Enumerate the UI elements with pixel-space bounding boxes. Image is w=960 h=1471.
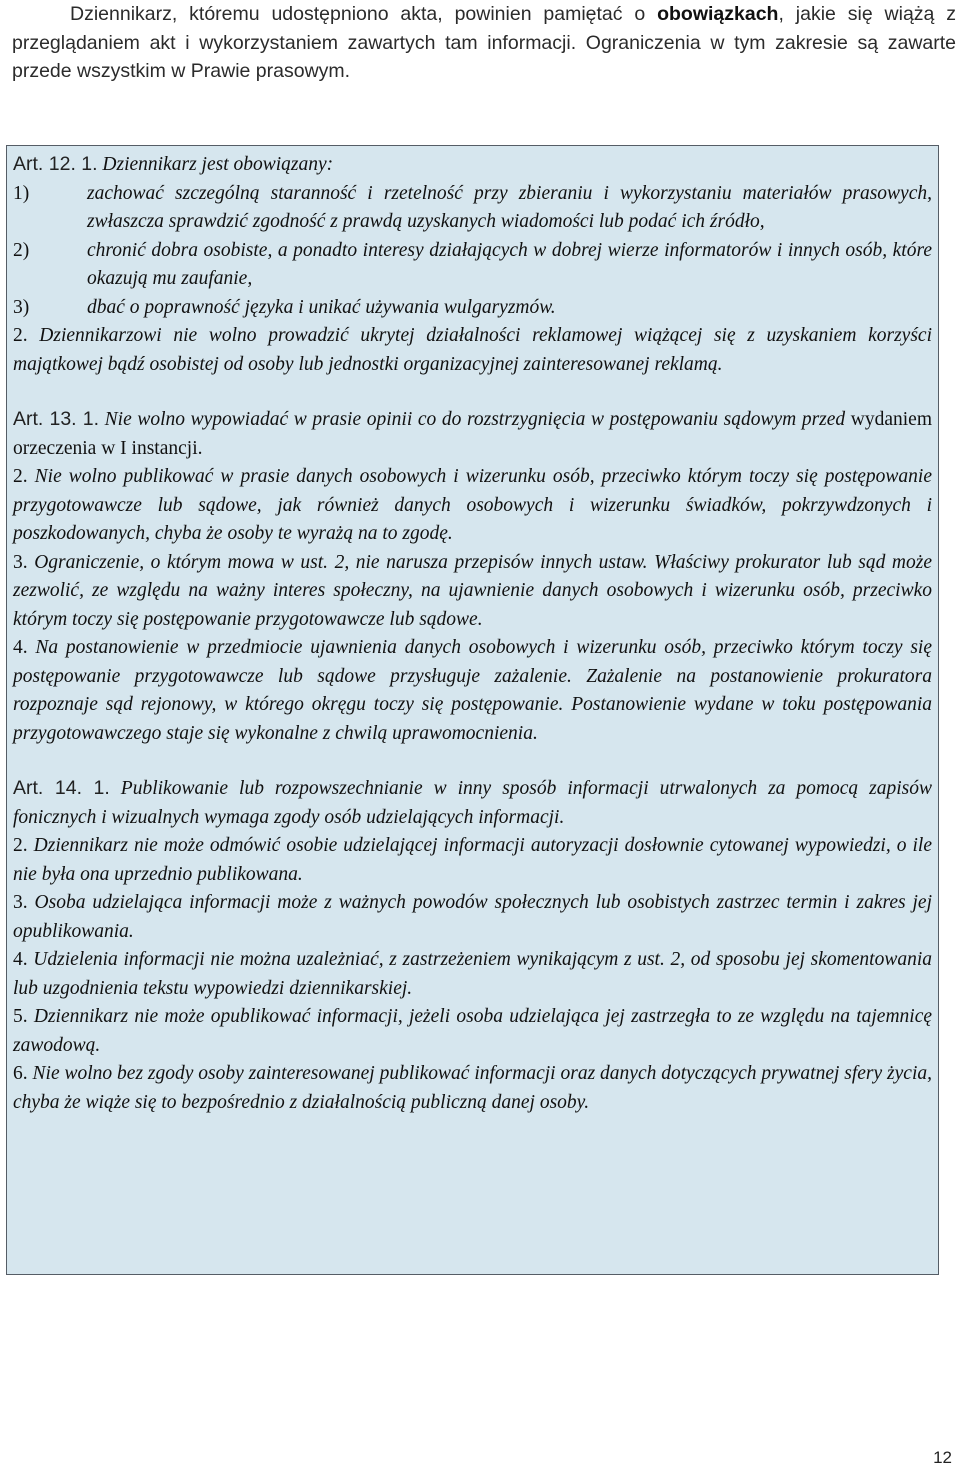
item-text: dbać o poprawność języka i unikać używania wulgaryzmów. xyxy=(87,296,556,318)
para-num: 2. xyxy=(13,466,28,487)
intro-paragraph xyxy=(12,0,956,86)
para-text: Ograniczenie, o którym mowa w ust. 2, nie narusza przepisów innych ustaw. Właściwy prokurator lub sąd może zezwolić, ze względu na ważny interes społeczny, na ujawnienie danych osobowych i wizerunku osób, przeciwko którym toczy się postępowanie przygotowawcze lub sądowe. xyxy=(13,551,933,630)
art14-para-6 xyxy=(13,1060,932,1117)
para-text: Nie wolno publikować w prasie danych osobowych i wizerunku osób, przeciwko którym toczy się postępowanie przygotowawcze lub sądowe, jak również danych osobowych i wizerunku świadków, pokrzywdzonych i poszkodowanych, chyba że osoby te wyrażą na to zgodę. xyxy=(13,466,933,544)
para-text: Dziennikarz nie może odmówić osobie udzielającej informacji autoryzacji dosłownie cytowanej wypowiedzi, o ile nie była ona uprzednio publikowana. xyxy=(13,835,933,885)
intro-bold: obowiązkach xyxy=(657,3,779,25)
item-num: 3) xyxy=(13,296,30,318)
intro-text-1: Dziennikarz, któremu udostępniono akta, powinien pamiętać o xyxy=(70,3,658,25)
art13-para-2 xyxy=(13,463,932,549)
item-num: 2) xyxy=(13,239,30,261)
art12-lead: Art. 12. 1. xyxy=(13,153,98,175)
para-text: Nie wolno wypowiadać w prasie opinii co do rozstrzygnięcia w postępowaniu sądowym przed xyxy=(104,409,846,430)
art13-para-3 xyxy=(13,549,932,635)
para-num: 2. xyxy=(13,835,28,856)
para-text: Publikowanie lub rozpowszechnianie w inny sposób informacji utrwalonych za pomocą zapisów fonicznych i wizualnych wymaga zgody osób udzielających informacji. xyxy=(13,778,933,828)
art14-para-5 xyxy=(13,1003,932,1060)
intro-text-2: , jakie się wiążą z przeglądaniem akt i wykorzystaniem zawartych tam informacji. Ograniczenia w tym zakresie są zawarte przede wszystkim w Prawie prasowym. xyxy=(12,3,956,82)
art14-para-4 xyxy=(13,946,932,1003)
para-text: Nie wolno bez zgody osoby zainteresowanej publikować informacji oraz danych dotyczących prywatnej sfery życia, chyba że wiąże się to bezpośrednio z działalnością publiczną danej osoby. xyxy=(13,1063,932,1113)
para-text: Na postanowienie w przedmiocie ujawnienia danych osobowych i wizerunku osób, przeciwko którym toczy się postępowanie przygotowawcze lub sądowe przysługuje zażalenie. Zażalenie na postanowienie prokuratora rozpoznaje sąd rejonowy, w którego okręgu toczy się postępowanie. Postanowienie wydane w toku postępowania przygotowawczego staje się wykonalne z chwilą uprawomocnienia. xyxy=(13,637,932,744)
para-num: 6. xyxy=(13,1063,28,1084)
para-num: 4. xyxy=(13,949,28,970)
para-num: 3. xyxy=(13,551,28,573)
para-num: 5. xyxy=(13,1006,28,1027)
law-quote-box xyxy=(6,145,939,1275)
art12-item-2 xyxy=(13,237,932,294)
art12-para-2 xyxy=(13,322,932,379)
art12-item-3 xyxy=(13,294,932,323)
para-text: Osoba udzielająca informacji może z ważnych powodów społecznych lub osobistych zastrzec termin i zakres jej opublikowania. xyxy=(13,892,932,942)
para-num: 2. xyxy=(13,325,28,346)
para-text: Dziennikarzowi nie wolno prowadzić ukrytej działalności reklamowej wiążącej się z uzyskaniem korzyści majątkowej bądź osobistej od osoby lub jednostki organizacyjnej zainteresowanej reklamą. xyxy=(13,325,932,375)
art12-head: Dziennikarz jest obowiązany: xyxy=(102,154,334,175)
item-num: 1) xyxy=(13,182,30,204)
art13-para-1 xyxy=(13,405,932,463)
art12-item-1 xyxy=(13,180,932,237)
art14-para-3 xyxy=(13,889,932,946)
item-text: chronić dobra osobiste, a ponadto interesy działających w dobrej wierze informatorów i innych osób, które okazują mu zaufanie, xyxy=(87,239,932,289)
art14-para-1 xyxy=(13,774,932,832)
para-num: 4. xyxy=(13,637,28,658)
page-number: 12 xyxy=(933,1448,952,1467)
art14-para-2 xyxy=(13,832,932,889)
item-text: zachować szczególną staranność i rzetelność przy zbieraniu i wykorzystaniu materiałów prasowych, zwłaszcza sprawdzić zgodność z prawdą uzyskanych wiadomości lub podać ich źródło, xyxy=(87,182,932,232)
para-text: Dziennikarz nie może opublikować informacji, jeżeli osoba udzielająca jej zastrzegła to ze względu na tajemnicę zawodową. xyxy=(13,1006,933,1056)
para-text-tail: wydaniem orzeczenia w I instancji. xyxy=(13,409,933,459)
art13-para-4 xyxy=(13,634,932,748)
para-text: Udzielenia informacji nie można uzależniać, z zastrzeżeniem wynikającym z ust. 2, od sposobu jej skomentowania lub uzgodnienia tekstu wypowiedzi dziennikarskiej. xyxy=(13,949,933,999)
para-num: 3. xyxy=(13,892,28,913)
art14-lead: Art. 14. 1. xyxy=(13,777,110,799)
art13-lead: Art. 13. 1. xyxy=(13,408,100,430)
